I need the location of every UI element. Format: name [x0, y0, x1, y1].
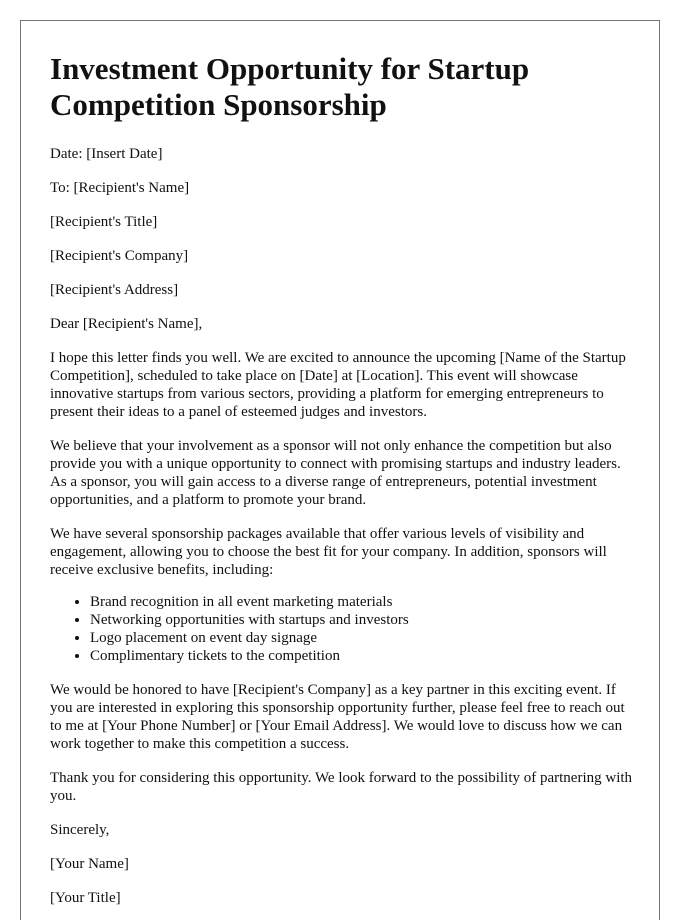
recipient-address-line: [Recipient's Address]: [50, 282, 179, 298]
letter-title: Investment Opportunity for Startup Competition Sponsorship: [50, 51, 530, 122]
body-paragraph: I hope this letter finds you well. We are excited to announce the upcoming [Name of the Startup Competition], scheduled to take place on [Date] at [Location]. This event will showcase innovative startups from various sectors, providing a platform for emerging entrepreneurs to present their ideas to a panel of esteemed judges and investors.: [50, 350, 626, 420]
your-name: [Your Name]: [50, 856, 129, 872]
letter-page: [20, 20, 660, 920]
salutation: Dear [Recipient's Name],: [50, 316, 203, 332]
to-line: To: [Recipient's Name]: [50, 180, 190, 196]
body-paragraph: We believe that your involvement as a sponsor will not only enhance the competition but also provide you with a unique opportunity to connect with promising startups and industry leaders. As a sponsor, you will gain access to a diverse range of entrepreneurs, potential investment opportunities, and a platform to promote your brand.: [50, 438, 621, 508]
benefit-item: • Logo placement on event day signage: [90, 629, 634, 647]
benefit-item: • Brand recognition in all event marketing materials: [90, 593, 634, 611]
your-title: [Your Title]: [50, 890, 121, 906]
benefit-item: • Networking opportunities with startups and investors: [90, 611, 634, 629]
recipient-company-line: [Recipient's Company]: [50, 248, 189, 264]
recipient-title-line: [Recipient's Title]: [50, 214, 158, 230]
closing-paragraph: We would be honored to have [Recipient's Company] as a key partner in this exciting event. If you are interested in exploring this sponsorship opportunity further, please feel free to reach out to me at [Your Phone Number] or [Your Email Address]. We would love to discuss how we can work together to make this competition a success.: [50, 682, 625, 752]
letter-content: [50, 21, 634, 907]
closing-paragraph: Thank you for considering this opportunity. We look forward to the possibility of partnering with you.: [50, 770, 633, 804]
signoff: Sincerely,: [50, 822, 110, 838]
body-paragraph: We have several sponsorship packages available that offer various levels of visibility and engagement, allowing you to choose the best fit for your company. In addition, sponsors will receive exclusive benefits, including:: [50, 526, 607, 578]
benefits-list: [50, 593, 634, 665]
date-line: Date: [Insert Date]: [50, 146, 163, 162]
benefit-item: • Complimentary tickets to the competition: [90, 647, 634, 665]
